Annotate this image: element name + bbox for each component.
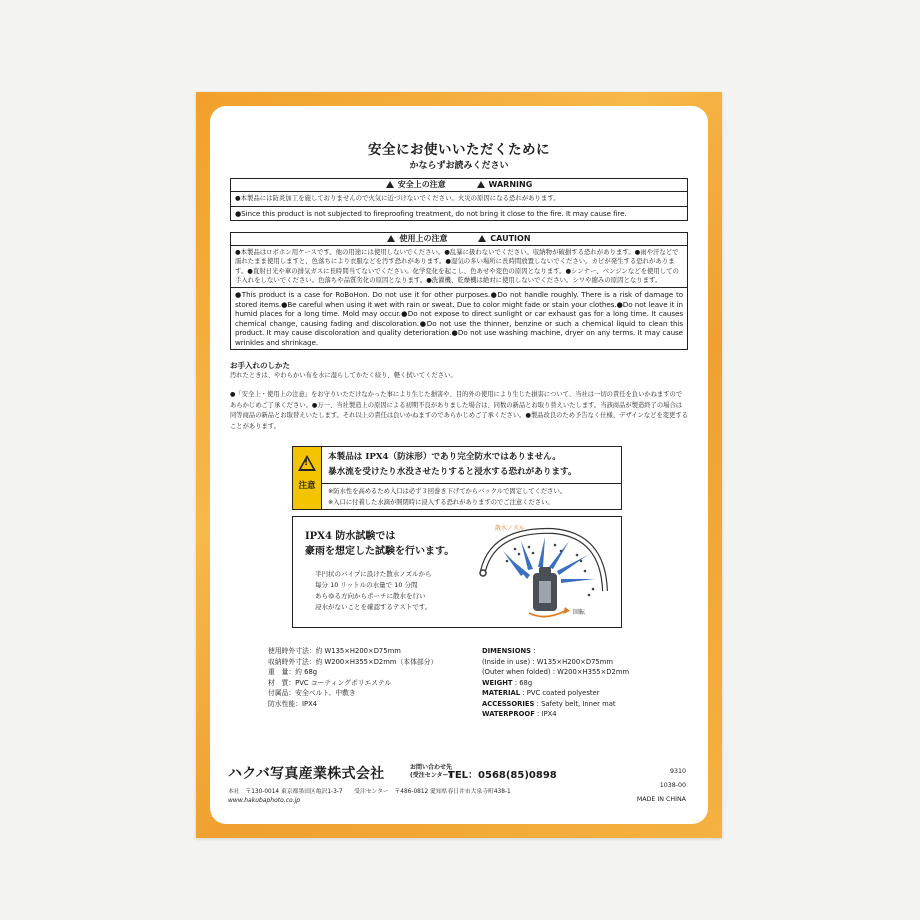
white-panel [210, 106, 708, 824]
caution-icon [478, 235, 486, 242]
ipx-notice-notes: ※防水性を高めるため入口は必ず３回巻き下げてからバックルで固定してください。 ※入口に付着した水滴が開閉時に浸入する恐れがありますのでご注意ください。 [328, 488, 567, 506]
instruction-sheet [196, 92, 722, 838]
ipx-test-box [292, 516, 622, 628]
warning-header: 安全上の注意 WARNING [231, 179, 687, 192]
country-of-origin: MADE IN CHINA [636, 796, 686, 803]
care-section [230, 360, 688, 381]
specs-en: DIMENSIONS : (Inside in use) : W135×H200×D75mm (Outer when folded) : W200×H355×D2mm WEIGHT : 68g MATERIAL : PVC coated polyester ACCESSORIES : Safety belt, Inner mat WATERPROOF : IPX4 [482, 647, 630, 718]
caution-label-block: ! 注意 [293, 447, 322, 509]
phone-number: TEL：0568(85)0898 [448, 770, 557, 781]
caution-label: 注意 [298, 481, 316, 491]
caution-icon [387, 235, 395, 242]
specs-jp: 使用時外寸法：約 W135×H200×D75mm 収納時外寸法：約 W200×H355×D2mm（本体部分） 重 量：約 68g 材 質：PVC コーティングポリエステル 付属品：安全ベルト、中敷き 防水性能：IPX4 [268, 647, 438, 708]
spray-test-illustration [473, 521, 618, 625]
nozzle-label: 散水ノズル [495, 525, 525, 532]
page-subtitle: かならずお読みください [409, 161, 509, 171]
product-code: 9310 [669, 768, 686, 775]
page-title: 安全にお使いいただくために [368, 142, 550, 158]
warning-text-jp: ●本製品には防炎加工を施しておりませんので火気に近づけないでください。火災の原因になる恐れがあります。 [231, 192, 687, 207]
warning-text-en: ●Since this product is not subjected to fireproofing treatment, do not bring it close to the fire. It may cause fire. [235, 208, 627, 218]
company-address: 本社 〒130-0014 東京都墨田区亀沢1-3-7 受注センター 〒486-0812 愛知県春日井市大泉寺町438-1 [228, 789, 511, 795]
caution-box [230, 232, 688, 350]
company-name: ハクバ写真産業株式会社 [228, 766, 385, 782]
rotate-label: 回転 [573, 609, 586, 616]
ipx-notice-main: 本製品は IPX4（防沫形）であり完全防水ではありません。 暴水流を受けたり水没させたりすると浸水する恐れがあります。 [322, 447, 621, 484]
warning-box [230, 178, 688, 221]
caution-text-en: ●This product is a case for RoBoHon. Do not use it for other purposes.●Do not handle roughly. There is a risk of damage to stored items.●Be careful when using it wet with rain or sweat. Due to color might fade or stain your clothes.●Do not leave it in humid places for a long time. Mold may occur.●Do not expose to direct sunlight or car exhaust gas for a long time. It causes chemical change, causing fading and discoloration.●Do not use the thinner, benzine or such a chemical liquid to clean this product. It may cause discoloration and quality deterioration.●Do not use washing machine, dryer on any terms. It may cause wrinkles and shrinkage. [235, 290, 683, 347]
product-code-2: 1038-00 [659, 782, 686, 789]
warning-icon [386, 181, 394, 188]
company-url: www.hakubaphoto.co.jp [228, 797, 301, 804]
ipx-test-title: IPX4 防水試験では 豪雨を想定した試験を行います。 [305, 531, 455, 557]
ipx-test-description: 半円状のパイプに設けた散水ノズルから 毎分 10 リットルの水量で 10 分間 あらゆる方向からポーチに散水を行い 浸水がないことを確認するテストです。 [315, 570, 432, 611]
caution-text-jp: ●本製品はロボホン用ケースです。他の用途には使用しないでください。●乱暴に扱わないでください。収納物が破損する恐れがあります。●雨や汗などで濡れたまま使用しますと、色落ちにより衣服などを汚す恐れがあります。●湿気の多い場所に長時間放置しないでください。カビが発生する恐れがあります。●直射日光や車の排気ガスに長時間当てないでください。化学変化を起こし、色あせや変色の原因となります。●シンナー、ベンジンなどを使用しての手入れをしないでください。色落ちや品質劣化の原因となります。●洗濯機、乾燥機は絶対に使用しないでください。シワや縮みの原因となります。 [231, 246, 687, 288]
care-title: お手入れのしかた [230, 361, 290, 370]
ipx-notice-box [292, 446, 622, 510]
contact-label: お問い合わせ先 (受注センター) [410, 764, 453, 779]
disclaimer-text: ●「安全上・使用上の注意」をお守りいただけなかった事により生じた損害や、目的外の使用により生じた損害について、当社は一切の責任を負いかねますのであらかじめご了承ください。●万一、当社製造上の原因による初期不良がありました場合は、同数の新品とお取り替えいたします。当該商品が製造終了の場合は同等商品の新品とお取替えいたします。それ以上の責任は負いかねますのであらかじめご了承ください。●製品改良のため予告なく仕様、デザインなどを変更することがあります。 [230, 391, 688, 430]
warning-icon [477, 181, 485, 188]
rotation-arrow-icon [529, 611, 565, 617]
caution-header: 使用上の注意 CAUTION [231, 233, 687, 246]
care-text: 汚れたときは、やわらかい布を水に湿らしてかたく絞り、軽く拭いてください。 [230, 372, 457, 379]
